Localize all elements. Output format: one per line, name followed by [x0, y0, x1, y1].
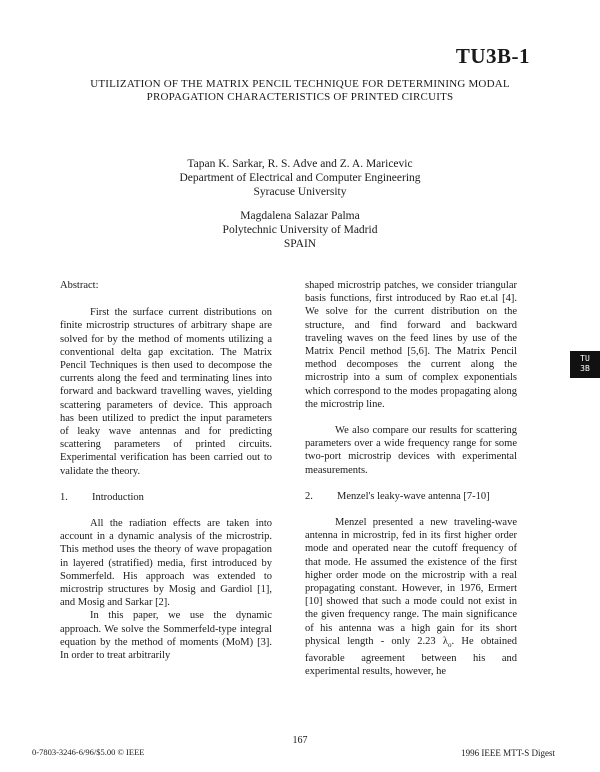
menzel-text-a: Menzel presented a new traveling-wave antenna in microstrip, fed in its first higher order mode and operated near the cutoff frequency of that mode. He assumed the existence of the first higher order mode on the microstrip with a real propagating constant. However, in 1976, Ermert [10] showed that such a mode could not exist in the given frequency range. The main significance of his antenna was a high gain for its short physical length - only 2.23 λ	[305, 517, 517, 647]
title-line-1: UTILIZATION OF THE MATRIX PENCIL TECHNIQUE FOR DETERMINING MODAL	[90, 78, 510, 90]
author2-country: SPAIN	[283, 238, 317, 250]
session-tab-line-2: 3B	[580, 364, 590, 373]
right-paragraph-2: We also compare our results for scattering parameters over a wide frequency range for some two-port microstrip devices with experimental measurements.	[305, 425, 517, 476]
menzel-text-b: . He obtained favorable agreement between his and experimental results, however, he	[305, 635, 517, 678]
session-tab-line-1: TU	[580, 354, 590, 363]
section-1-heading	[60, 491, 272, 504]
right-paragraph-1: shaped microstrip patches, we consider triangular basis functions, first introduced by Rao et.al [4]. We solve for the current distribution on the structure, and find forward and backward traveling waves on the feed lines by use of the Matrix Pencil method [5,6]. The Matrix Pencil method decomposes the current along the microstrip into a sum of complex exponentials which correspond to the modes propagating along the microstrip line.	[305, 280, 517, 410]
paper-code: TU3B-1	[455, 44, 530, 68]
author-department: Department of Electrical and Computer Engineering	[179, 172, 421, 184]
author2-university: Polytechnic University of Madrid	[222, 224, 378, 236]
author2-name: Magdalena Salazar Palma	[240, 210, 360, 222]
intro-paragraph-1: All the radiation effects are taken into account in a dynamic analysis of the microstrip. This method uses the theory of wave propagation in layered (stratified) media, first introduced by Sommerfeld. His approach was extended to microstrip structures by Mosig and Gardiol [1], and Mosig and Sarkar [2].	[60, 518, 272, 609]
menzel-paragraph	[305, 516, 517, 679]
author-names: Tapan K. Sarkar, R. S. Adve and Z. A. Maricevic	[187, 158, 413, 170]
abstract-text: First the surface current distributions on finite microstrip structures of arbitrary shape are solved for by the method of moments utilizing a conventional delta gap excitation. The Matrix Pencil Techniques is then used to decompose the currents along the feed and terminating lines into forward and backward travelling waves, yielding scattering parameters of device. This approach has been utilized to predict the input parameters of leaky wave antennas and for predicting scattering parameters of printed circuits. Experimental verification has been carried out to validate the theory.	[60, 307, 272, 477]
section-1-number: 1.	[60, 491, 68, 503]
lambda-subscript: o	[448, 640, 452, 649]
intro-paragraph-2: In this paper, we use the dynamic approach. We solve the Sommerfeld-type integral equation by the method of moments (MoM) [3]. In order to treat arbitrarily	[60, 610, 272, 662]
left-column	[60, 279, 272, 662]
session-tab	[570, 351, 600, 378]
title-line-2: PROPAGATION CHARACTERISTICS OF PRINTED CIRCUITS	[146, 91, 454, 103]
author-university: Syracuse University	[253, 186, 347, 198]
section-2-heading	[305, 490, 517, 503]
section-1-title: Introduction	[92, 491, 144, 503]
right-column	[305, 279, 517, 679]
section-2-number: 2.	[305, 490, 313, 502]
author-block-2	[120, 209, 480, 251]
digest-label: 1996 IEEE MTT-S Digest	[461, 748, 555, 758]
copyright-notice: 0-7803-3246-6/96/$5.00 © IEEE	[32, 747, 145, 757]
page-number: 167	[292, 735, 308, 746]
author-block-1	[120, 157, 480, 199]
paper-title	[60, 78, 540, 104]
section-2-title: Menzel's leaky-wave antenna [7-10]	[337, 490, 490, 502]
abstract-heading: Abstract:	[60, 280, 99, 291]
